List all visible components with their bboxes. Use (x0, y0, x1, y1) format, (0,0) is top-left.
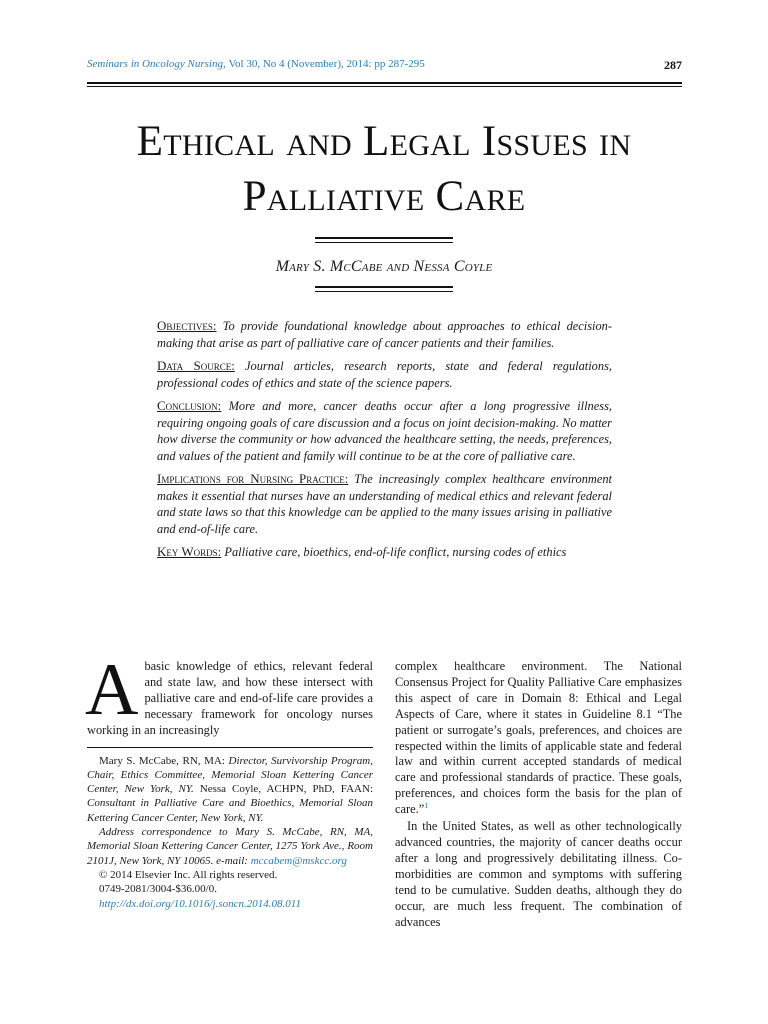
author-list: Mary S. McCabe and Nessa Coyle (275, 258, 493, 275)
abstract-conclusion: Conclusion: More and more, cancer deaths occur after a long progressive illness, requiring ongoing goals of care discussion and a focus on joint decision-making. No matter how diverse the community or how advanced the healthcare setting, the needs, preferences, and values of the patient and family will continue to be at the core of palliative care. (157, 398, 612, 463)
intro-paragraph: Abasic knowledge of ethics, relevant federal and state law, and how these intersect with palliative care and end-of-life care provides a necessary framework for oncology nurses working in an increasingly (85, 649, 373, 737)
footnote-address: Address correspondence to Mary S. McCabe, RN, MA, Memorial Sloan Kettering Cancer Center, 1275 York Ave., Room 2101J, New York, NY 10065. e-mail: mccabem@mskcc.org (87, 826, 373, 867)
body-paragraph-2: In the United States, as well as other technologically advanced countries, the majority of cancer deaths occur after a long and progressively debilitating illness. Co-morbidities are common and symptoms with suffering tend to be cumulative. Sudden deaths, although they do occur, are much less frequent. The combination of advances (395, 819, 682, 929)
abstract-objectives: Objectives: To provide foundational knowledge about approaches to ethical decision-making that arise as part of palliative care of cancer patients and their families. (157, 318, 612, 350)
abstract (157, 318, 612, 568)
footnote-affiliations: Mary S. McCabe, RN, MA: Director, Survivorship Program, Chair, Ethics Committee, Memorial Sloan Kettering Cancer Center, New York, NY. Nessa Coyle, ACHPN, PhD, FAAN: Consultant in Palliative Care and Bioethics, Memorial Sloan Kettering Cancer Center, New York, NY. (87, 754, 373, 824)
drop-cap: A (85, 649, 139, 731)
abstract-key-words: Key Words: Palliative care, bioethics, end-of-life conflict, nursing codes of ethics (157, 544, 567, 559)
header-rule (87, 82, 682, 84)
left-column (85, 649, 373, 911)
body-paragraph-1: complex healthcare environment. The National Consensus Project for Quality Palliative Care emphasizes this aspect of care in Domain 8: Ethical and Legal Aspects of Care, where it states in Guideline 8.1 “The patient or surrogate’s goals, preferences, and choices are respected within the limits of applicable state and federal law and within current accepted standards of medical care and professional standards of practice. These goals, preferences, and choices form the basis for the plan of care.”$^1$ (395, 659, 682, 817)
right-column (395, 659, 682, 930)
author-footnote (87, 754, 373, 911)
header-rule-thin (87, 86, 682, 87)
running-head (87, 58, 682, 76)
doi-link[interactable]: http://dx.doi.org/10.1016/j.soncn.2014.08.011 (99, 897, 301, 910)
footnote-copyright: © 2014 Elsevier Inc. All rights reserved. (99, 868, 278, 881)
abstract-data-source: Data Source: Journal articles, research reports, state and federal regulations, professional codes of ethics and state of the science papers. (157, 358, 612, 390)
title-line-1: Ethical and Legal Issues in (136, 118, 632, 165)
article-title (60, 114, 708, 224)
title-divider-bottom (315, 286, 453, 292)
footnote-doi (87, 897, 373, 911)
abstract-implications: Implications for Nursing Practice: The increasingly complex healthcare environment makes it essential that nurses have an understanding of medical ethics and relevant federal and state laws so that this knowledge can be applied to the many issues arising in palliative and end-of-life care. (157, 471, 612, 536)
page-number: 287 (664, 58, 682, 72)
reference-link[interactable]: 1 (424, 801, 429, 811)
title-line-2: Palliative Care (242, 173, 526, 220)
footnote-separator (87, 747, 373, 748)
title-divider-top (315, 237, 453, 243)
footnote-issn: 0749-2081/3004-$36.00/0. (99, 883, 217, 896)
journal-citation[interactable]: Seminars in Oncology Nursing, Vol 30, No 4 (November), 2014: pp 287-295 (87, 58, 425, 70)
email-link[interactable]: mccabem@mskcc.org (250, 854, 347, 867)
